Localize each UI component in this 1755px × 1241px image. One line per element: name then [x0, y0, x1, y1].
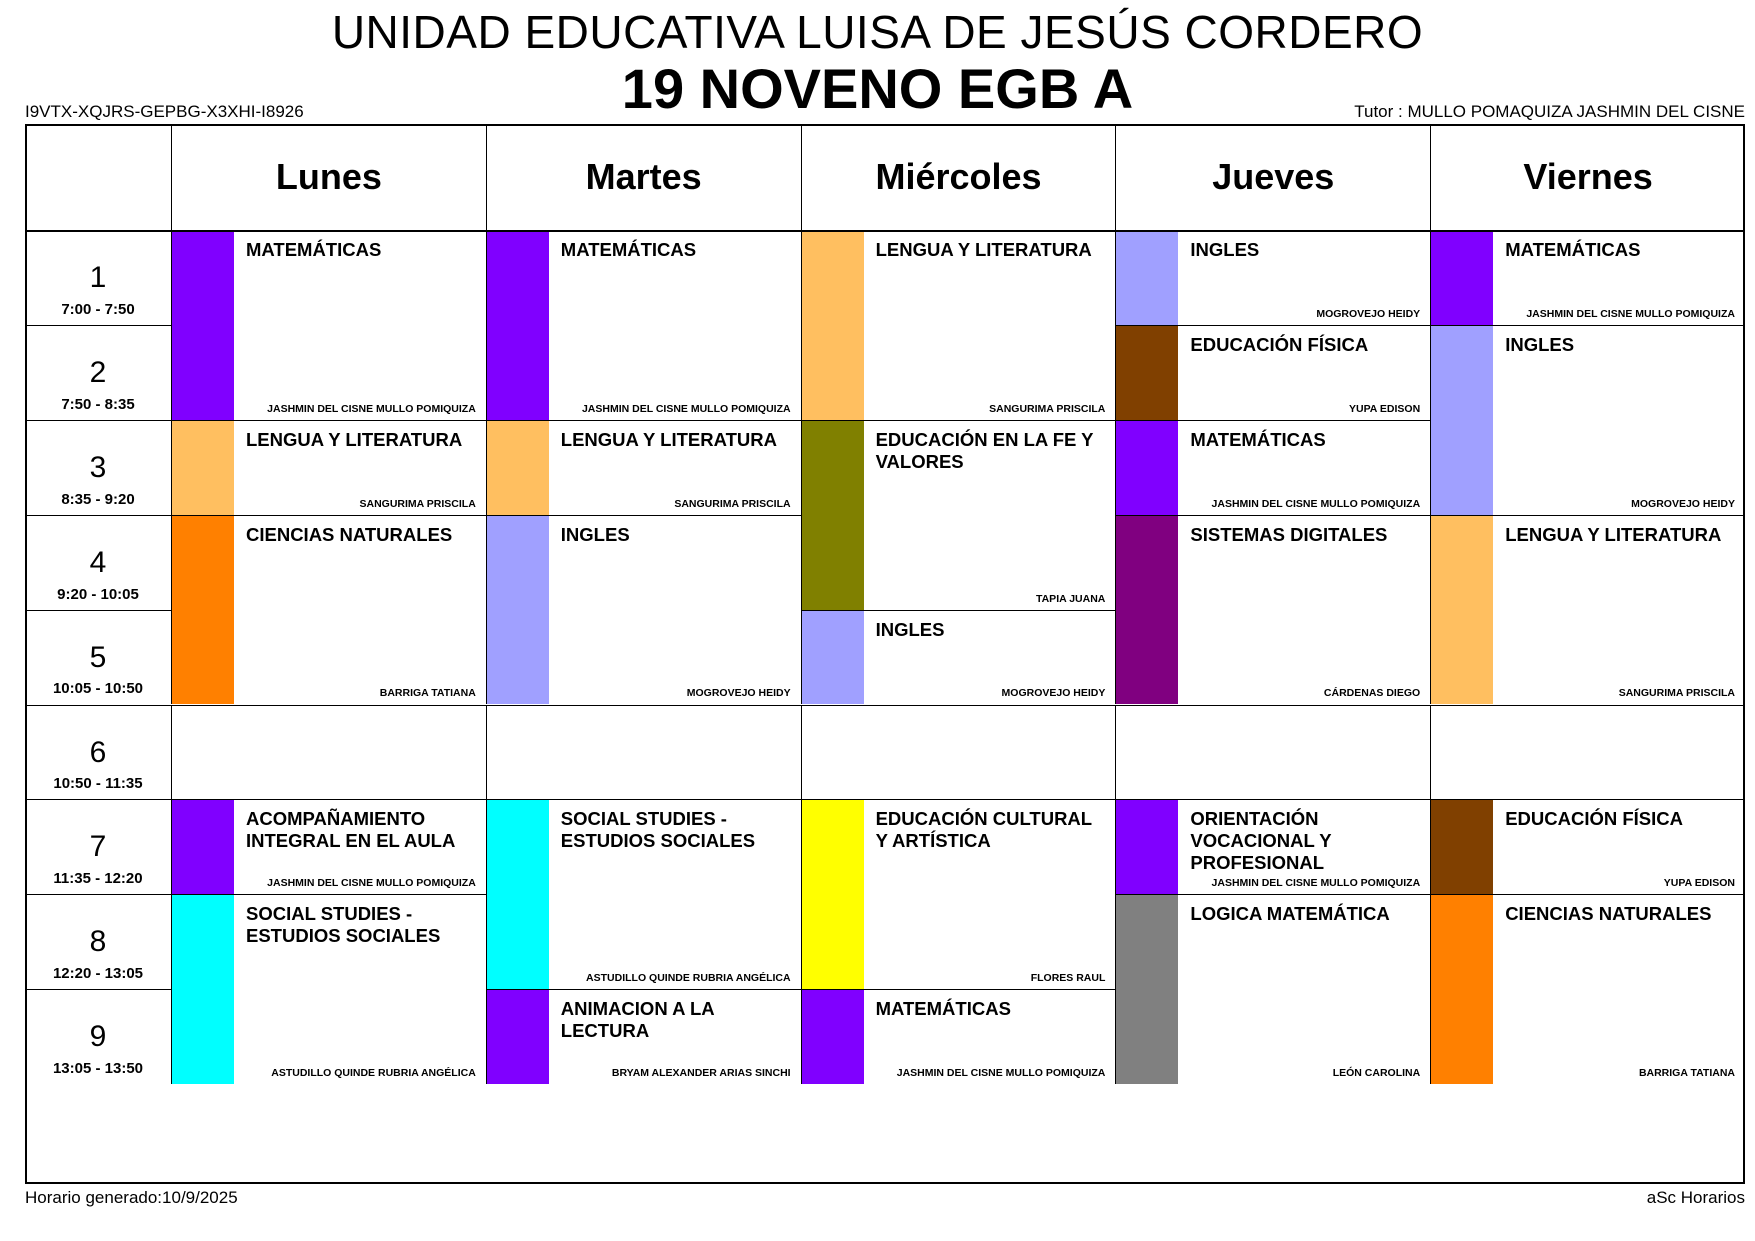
period-row-4 [25, 515, 171, 610]
period-row-6 [25, 705, 171, 800]
lesson-cell[interactable] [1430, 894, 1745, 1084]
lesson-cell[interactable] [171, 420, 486, 515]
subject-color-bar [172, 231, 234, 420]
lesson-cell[interactable] [801, 230, 1116, 420]
period-row-1 [25, 230, 171, 325]
period-row-7 [25, 799, 171, 894]
lesson-cell[interactable] [1115, 420, 1430, 515]
lesson-cell[interactable] [171, 515, 486, 705]
header-divider [25, 230, 1745, 232]
teacher-name: ASTUDILLO QUINDE RUBRIA ANGÉLICA [271, 1067, 476, 1080]
period-time: 13:05 - 13:50 [52, 1060, 144, 1078]
subject-name: ACOMPAÑAMIENTO INTEGRAL EN EL AULA [246, 808, 456, 852]
lesson-cell[interactable] [1115, 230, 1430, 325]
subject-color-bar [802, 990, 864, 1084]
teacher-name: JASHMIN DEL CISNE MULLO POMIQUIZA [896, 1067, 1106, 1080]
lesson-cell[interactable] [1430, 515, 1745, 705]
lesson-cell[interactable] [171, 894, 486, 1084]
teacher-name: BARRIGA TATIANA [1638, 1067, 1735, 1080]
subject-name: LOGICA MATEMÁTICA [1190, 903, 1390, 925]
tutor-label: Tutor : MULLO POMAQUIZA JASHMIN DEL CISNE [1354, 102, 1745, 121]
period-row-9 [25, 989, 171, 1084]
period-number: 7 [89, 830, 107, 864]
day-header-1: Martes [486, 124, 801, 230]
subject-name: SISTEMAS DIGITALES [1190, 523, 1388, 545]
teacher-name: ASTUDILLO QUINDE RUBRIA ANGÉLICA [586, 972, 791, 985]
subject-color-bar [487, 421, 549, 515]
teacher-name: SANGURIMA PRISCILA [1618, 687, 1735, 700]
subject-color-bar [1116, 421, 1178, 515]
lesson-cell[interactable] [1115, 799, 1430, 894]
period-number: 1 [89, 261, 107, 294]
lesson-cell[interactable] [486, 989, 801, 1084]
subject-color-bar [172, 895, 234, 1084]
teacher-name: MOGROVEJO HEIDY [1631, 497, 1735, 510]
lesson-cell[interactable] [171, 230, 486, 420]
period-number: 6 [89, 735, 107, 769]
subject-color-bar [802, 800, 864, 989]
subject-name: INGLES [875, 618, 945, 640]
lesson-cell[interactable] [801, 989, 1116, 1084]
teacher-name: JASHMIN DEL CISNE MULLO POMIQUIZA [267, 877, 476, 890]
lesson-cell[interactable] [1115, 515, 1430, 705]
period-number: 2 [89, 355, 107, 389]
empty-slot [1430, 705, 1745, 800]
subject-color-bar [802, 421, 864, 610]
subject-color-bar [487, 990, 549, 1084]
teacher-name: MOGROVEJO HEIDY [1316, 307, 1421, 320]
subject-name: SOCIAL STUDIES - ESTUDIOS SOCIALES [246, 903, 441, 947]
subject-name: LENGUA Y LITERATURA [560, 428, 777, 450]
subject-name: MATEMÁTICAS [560, 239, 697, 260]
period-number: 3 [89, 450, 107, 484]
subject-color-bar [172, 800, 234, 894]
period-time: 7:00 - 7:50 [61, 300, 135, 318]
empty-slot [486, 705, 801, 800]
subject-color-bar [1431, 516, 1493, 705]
teacher-name: JASHMIN DEL CISNE MULLO POMIQUIZA [1526, 307, 1735, 320]
lesson-cell[interactable] [486, 230, 801, 420]
subject-name: MATEMÁTICAS [246, 239, 382, 260]
lesson-cell[interactable] [801, 610, 1116, 705]
period-time: 10:05 - 10:50 [52, 680, 144, 698]
lesson-cell[interactable] [1115, 325, 1430, 420]
period-number: 9 [89, 1020, 107, 1054]
subject-name: EDUCACIÓN FÍSICA [1505, 808, 1683, 830]
period-row-8 [25, 894, 171, 989]
subject-color-bar [172, 516, 234, 705]
period-row-3 [25, 420, 171, 515]
subject-name: LENGUA Y LITERATURA [875, 239, 1092, 260]
period-time: 11:35 - 12:20 [53, 870, 143, 888]
period-time: 12:20 - 13:05 [52, 965, 144, 983]
lesson-cell[interactable] [1115, 894, 1430, 1084]
subject-color-bar [487, 800, 549, 989]
subject-color-bar [802, 231, 864, 420]
lesson-cell[interactable] [171, 799, 486, 894]
subject-name: ORIENTACIÓN VOCACIONAL Y PROFESIONAL [1190, 808, 1332, 874]
subject-name: INGLES [1505, 333, 1575, 355]
period-number: 4 [89, 545, 107, 579]
teacher-name: JASHMIN DEL CISNE MULLO POMIQUIZA [267, 402, 476, 415]
lesson-cell[interactable] [486, 420, 801, 515]
teacher-name: JASHMIN DEL CISNE MULLO POMIQUIZA [1211, 497, 1421, 510]
day-header-3: Jueves [1115, 124, 1430, 230]
lesson-cell[interactable] [1430, 799, 1745, 894]
subject-color-bar [1431, 895, 1493, 1084]
subject-name: MATEMÁTICAS [875, 998, 1011, 1020]
day-header-0: Lunes [171, 124, 486, 230]
subject-color-bar [487, 231, 549, 420]
teacher-name: MOGROVEJO HEIDY [686, 687, 791, 700]
period-time: 10:50 - 11:35 [53, 775, 143, 793]
subject-name: MATEMÁTICAS [1505, 239, 1641, 260]
period-time: 8:35 - 9:20 [61, 490, 135, 508]
timetable-grid [25, 124, 1745, 1184]
lesson-cell[interactable] [1430, 230, 1745, 325]
subject-color-bar [1116, 800, 1178, 894]
teacher-name: FLORES RAUL [1030, 972, 1106, 985]
teacher-name: JASHMIN DEL CISNE MULLO POMIQUIZA [581, 402, 791, 415]
subject-name: INGLES [560, 523, 630, 545]
day-header-2: Miércoles [801, 124, 1116, 230]
subject-color-bar [1116, 231, 1178, 325]
teacher-name: CÁRDENAS DIEGO [1323, 687, 1421, 700]
teacher-name: MOGROVEJO HEIDY [1001, 687, 1106, 700]
empty-slot [1115, 705, 1430, 800]
teacher-name: SANGURIMA PRISCILA [359, 497, 476, 510]
subject-name: SOCIAL STUDIES - ESTUDIOS SOCIALES [560, 808, 756, 852]
subject-color-bar [1116, 516, 1178, 705]
subject-name: CIENCIAS NATURALES [1505, 903, 1712, 925]
timetable-code: I9VTX-XQJRS-GEPBG-X3XHI-I8926 [25, 102, 304, 121]
subject-name: EDUCACIÓN FÍSICA [1190, 333, 1369, 355]
empty-slot [171, 705, 486, 800]
period-time: 9:20 - 10:05 [57, 585, 139, 603]
subject-color-bar [1431, 326, 1493, 515]
subject-name: ANIMACION A LA LECTURA [560, 998, 714, 1042]
subject-name: LENGUA Y LITERATURA [246, 428, 463, 450]
period-row-2 [25, 325, 171, 420]
subject-color-bar [1116, 895, 1178, 1084]
teacher-name: BARRIGA TATIANA [379, 687, 476, 700]
subject-name: LENGUA Y LITERATURA [1505, 523, 1722, 545]
subject-color-bar [802, 611, 864, 705]
subject-name: EDUCACIÓN EN LA FE Y VALORES [875, 428, 1094, 472]
software-brand: aSc Horarios [1646, 1188, 1745, 1207]
subject-name: INGLES [1190, 239, 1260, 260]
teacher-name: SANGURIMA PRISCILA [674, 497, 791, 510]
empty-slot [801, 705, 1116, 800]
period-row-5 [25, 610, 171, 705]
period-time: 7:50 - 8:35 [61, 395, 135, 413]
teacher-name: YUPA EDISON [1663, 877, 1735, 890]
subject-color-bar [1431, 800, 1493, 894]
class-title: 19 NOVENO EGB A [621, 57, 1134, 120]
subject-color-bar [1116, 326, 1178, 420]
lesson-cell[interactable] [1430, 325, 1745, 515]
teacher-name: LEÓN CAROLINA [1332, 1067, 1421, 1080]
subject-name: EDUCACIÓN CULTURAL Y ARTÍSTICA [875, 808, 1092, 852]
school-title: UNIDAD EDUCATIVA LUISA DE JESÚS CORDERO [331, 6, 1424, 58]
teacher-name: BRYAM ALEXANDER ARIAS SINCHI [611, 1067, 791, 1080]
day-header-4: Viernes [1430, 124, 1745, 230]
teacher-name: TAPIA JUANA [1035, 592, 1106, 605]
period-number: 8 [89, 925, 107, 959]
subject-name: MATEMÁTICAS [1190, 428, 1326, 450]
teacher-name: YUPA EDISON [1349, 402, 1421, 415]
lesson-cell[interactable] [801, 799, 1116, 989]
subject-color-bar [1431, 231, 1493, 325]
subject-name: CIENCIAS NATURALES [246, 523, 453, 545]
period-number: 5 [89, 640, 107, 674]
subject-color-bar [172, 421, 234, 515]
teacher-name: JASHMIN DEL CISNE MULLO POMIQUIZA [1211, 877, 1421, 890]
lesson-cell[interactable] [801, 420, 1116, 610]
lesson-cell[interactable] [486, 799, 801, 989]
generated-date: Horario generado:10/9/2025 [25, 1188, 238, 1207]
teacher-name: SANGURIMA PRISCILA [989, 402, 1106, 415]
subject-color-bar [487, 516, 549, 705]
lesson-cell[interactable] [486, 515, 801, 705]
